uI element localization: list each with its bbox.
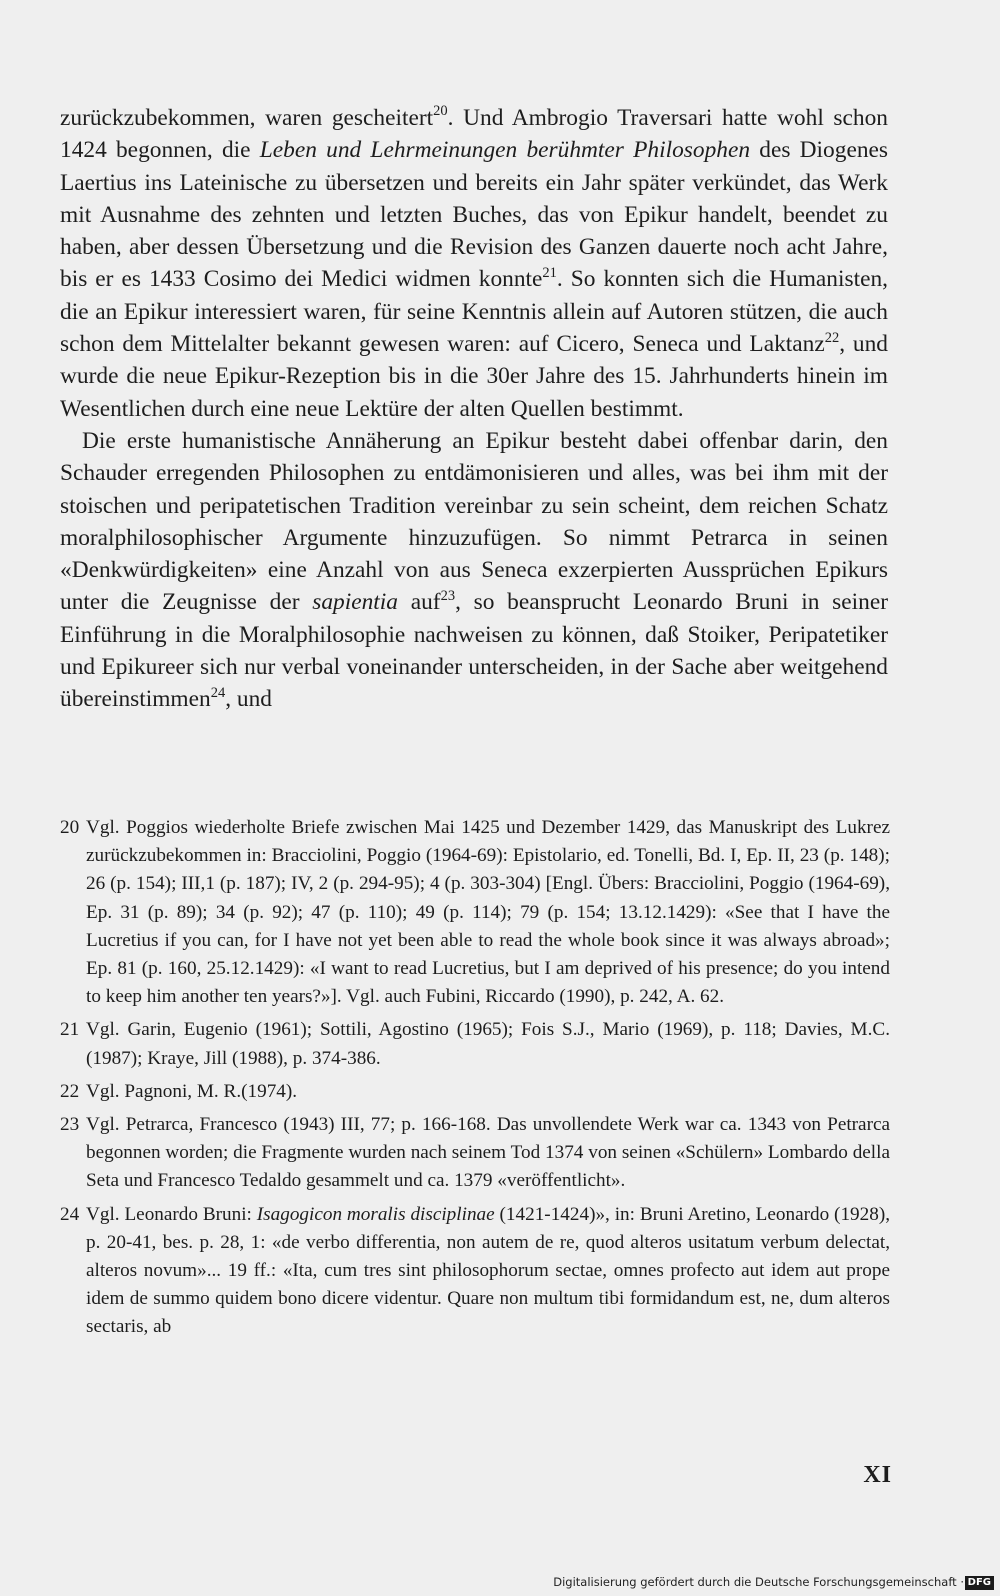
footnote-23 bbox=[60, 1111, 890, 1196]
footnote-21 bbox=[60, 1016, 890, 1072]
footnote-text: Vgl. Garin, Eugenio (1961); Sottili, Agostino (1965); Fois S.J., Mario (1969), p. 118; Davies, M.C. (1987); Kraye, Jill (1988), p. 374-386. bbox=[86, 1019, 890, 1069]
footnote-text: Vgl. Pagnoni, M. R.(1974). bbox=[86, 1080, 298, 1102]
paragraph-2: Die erste humanistische Annäherung an Epikur besteht dabei offenbar darin, den Schauder erregenden Philosophen zu entdämonisieren und alles, was bei ihm mit der stoischen und peripatetischen Tradition vereinbar zu sein scheint, dem reichen Schatz moralphilosophischer Argumente hinzuzufügen. So nimmt Petrarca in seinen «Denkwürdigkeiten» eine Anzahl von aus Seneca exzerpierten Aussprüchen Epikurs unter die Zeugnisse der sapientia auf$^{23}$, so beansprucht Leonardo Bruni in seiner Einführung in die Moralphilosophie nachweisen zu können, daß Stoiker, Peripatetiker und Epikureer sich nur verbal voneinander unterscheiden, in der Sache aber weitgehend übereinstimmen$^{24}$, und bbox=[60, 427, 888, 713]
footnote-24 bbox=[60, 1201, 890, 1342]
footnote-ref-20[interactable]: 20 bbox=[433, 103, 448, 120]
footnote-number: 20 bbox=[60, 817, 80, 838]
book-title: Leben und Lehrmeinungen berühmter Philosophen bbox=[259, 137, 751, 164]
footnote-ref-23[interactable]: 23 bbox=[440, 587, 456, 604]
footnote-22 bbox=[60, 1078, 890, 1106]
digitization-credit: Digitalisierung gefördert durch die Deutsche Forschungsgemeinschaft · bbox=[553, 1575, 964, 1589]
footnote-number: 21 bbox=[60, 1019, 80, 1041]
footnote-text: Vgl. Poggios wiederholte Briefe zwischen Mai 1425 und Dezember 1429, das Manuskript des Lukrez zurückzubekommen in: Bracciolini, Poggio (1964-69): Epistolario, ed. Tonelli, Bd. I, Ep. II, 23 (p. 148); 26 (p. 154); III,1 (p. 187); IV, 2 (p. 294-95); 4 (p. 303-304) [Engl. Übers: Bracciolini, Poggio (1964-69), Ep. 31 (p. 89); 34 (p. 92); 47 (p. 110); 49 (p. 114); 79 (p. 154; 13.12.1429): «See that I have the Lucretius if you can, for I have not yet been able to read the whole book since it was always abroad»; Ep. 81 (p. 160, 25.12.1429): «I want to read Lucretius, but I am deprived of his presence; do you intend to keep him another ten years?»]. Vgl. auch Fubini, Riccardo (1990), p. 242, A. 62. bbox=[86, 817, 890, 1008]
footnote-ref-22[interactable]: 22 bbox=[824, 329, 840, 346]
paragraph-1: zurückzubekommen, waren gescheitert$^{20}$. Und Ambrogio Traversari hatte wohl schon 1424 begonnen, die Leben und Lehrmeinungen berühmter Philosophen des Diogenes Laertius ins Lateinische zu übersetzen und bereits ein Jahr später verkündet, das Werk mit Ausnahme des zehnten und letzten Buches, das von Epikur handelt, beendet zu haben, aber dessen Übersetzung und die Revision des Ganzen dauerte noch acht Jahre, bis er es 1433 Cosimo dei Medici widmen konnte$^{21}$. So konnten sich die Humanisten, die an Epikur interessiert waren, für seine Kenntnis allein auf Autoren stützen, die auch schon dem Mittelalter bekannt gewesen waren: auf Cicero, Seneca und Laktanz$^{22}$, und wurde die neue Epikur-Rezeption bis in die 30er Jahre des 15. Jahrhunderts hinein im Wesentlichen durch eine neue Lektüre der alten Quellen bestimmt. bbox=[60, 103, 888, 422]
footnote-text: Vgl. Leonardo Bruni: Isagogicon moralis disciplinae (1421-1424)», in: Bruni Aretino, Leonardo (1928), p. 20-41, bes. p. 28, 1: «de verbo differentia, non autem de re, quod alteros usitatum verbum delectat, alteros novum»... 19 ff.: «Ita, cum tres sint philosophorum sectae, omnes profecto aut idem aut prope idem de summo quidem bono dicere videntur. Quare non multum tibi formidandum est, ne, dum alteros sectaris, ab bbox=[86, 1203, 891, 1338]
work-title: Isagogicon moralis disciplinae bbox=[256, 1203, 495, 1225]
footnote-text: Vgl. Petrarca, Francesco (1943) III, 77; p. 166-168. Das unvollendete Werk war ca. 1343 von Petrarca begonnen worden; die Fragmente wurden nach seinem Tod 1374 von seinen «Schülern» Lombardo della Seta und Francesco Tedaldo gesammelt und ca. 1379 «veröffentlicht». bbox=[86, 1114, 890, 1192]
footnote-number: 22 bbox=[60, 1080, 80, 1102]
page-number: XI bbox=[863, 1462, 892, 1488]
main-text bbox=[60, 102, 888, 716]
dfg-logo: DFG bbox=[965, 1576, 994, 1590]
footnote-number: 24 bbox=[60, 1203, 80, 1225]
footnotes bbox=[60, 814, 890, 1347]
footnote-ref-24[interactable]: 24 bbox=[210, 684, 226, 701]
footnote-ref-21[interactable]: 21 bbox=[542, 264, 557, 281]
footnote-20 bbox=[60, 814, 890, 1011]
footnote-number: 23 bbox=[60, 1114, 80, 1136]
latin-term: sapientia bbox=[312, 589, 398, 616]
